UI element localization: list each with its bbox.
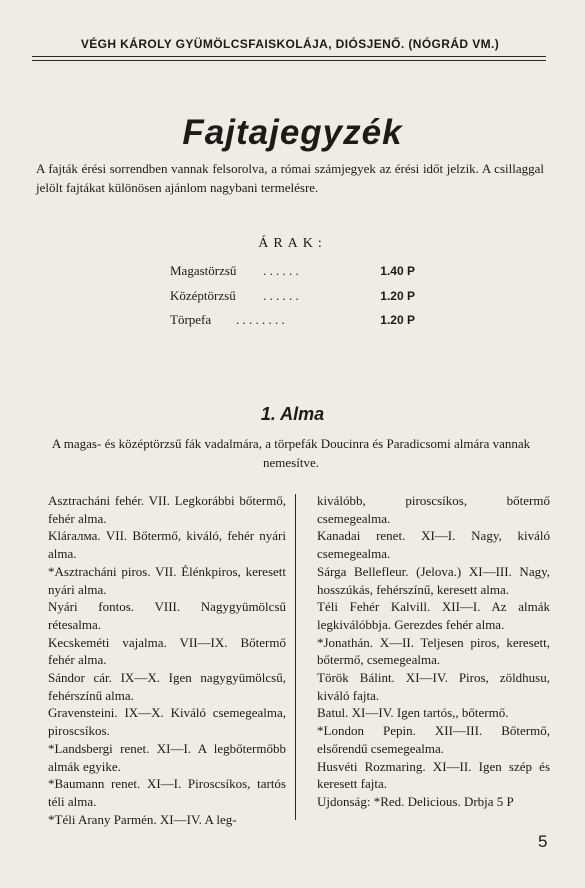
variety-entry: Sándor cár. IX—X. Igen nagygyümölcsű, fehérszínű alma. (48, 670, 286, 703)
variety-entry: *Asztracháni piros. VII. Élénkpiros, keresett nyári alma. (48, 563, 286, 597)
variety-entry: Batul. XI—IV. Igen tartós,, bőtermő. (317, 705, 509, 721)
variety-entry: Asztracháni fehér. VII. Legkorábbi bőtermő, fehér alma. (48, 493, 286, 526)
variety-entry: Nyári fontos. VIII. Nagygyümölcsű rétesalma. (48, 599, 286, 632)
header-rule-thin (32, 60, 546, 61)
variety-entry: Klárалма. VII. Bőtermő, kiváló, fehér nyári alma. (48, 528, 286, 562)
variety-entry: *Landsbergi renet. XI—I. A legbőtermőbb almák egyike. (48, 740, 286, 774)
price-value: 1.20 P (380, 289, 415, 303)
variety-entry: Török Bálint. XI—IV. Piros, zöldhusu, kiváló fajta. (317, 670, 550, 703)
variety-entry: *Jonathán. X—II. Teljesen piros, keresett, bőtermő, csemegealma. (317, 634, 550, 668)
page-title: Fajtajegyzék (182, 113, 403, 152)
price-label: Magastörzsű (170, 263, 237, 278)
header-rule (32, 56, 546, 57)
prices-title: ÁRAK: (258, 236, 327, 251)
price-dots: . . . . . . . . (236, 312, 285, 327)
price-value: 1.20 P (380, 313, 415, 327)
price-value: 1.40 P (380, 264, 415, 278)
variety-entry: Ujdonság: *Red. Delicious. Drbja 5 P (317, 793, 514, 809)
variety-entry: Husvéti Rozmaring. XI—II. Igen szép és keresett fajta. (317, 758, 550, 792)
variety-entry: *Baumann renet. XI—I. Piroscsíkos, tartós téli alma. (48, 776, 286, 809)
variety-entry: *Téli Arany Parmén. XI—IV. A leg- (48, 811, 237, 827)
price-dots: . . . . . . (263, 288, 299, 303)
variety-entry: Sárga Bellefleur. (Jelova.) XI—III. Nagy, hosszúkás, fehérszínű, keresett alma. (317, 563, 550, 597)
right-column (305, 492, 550, 811)
page-number: 5 (538, 832, 548, 851)
column-divider (295, 494, 296, 820)
price-row-kozeptorzsu (170, 287, 420, 305)
left-column (36, 492, 286, 828)
price-row-magastorzsu (170, 262, 420, 280)
price-label: Középtörzsű (170, 288, 236, 303)
section-note: A magas- és középtörzsű fák vadalmára, a törpefák Doucinra és Paradicsomi almára vannak nemesítve. (51, 436, 531, 470)
intro-paragraph: A fajták érési sorrendben vannak felsorolva, a római számjegyek az érési időt jelzik. A csillaggal jelölt fajtákat különösen ajánlom nagybani termelésre. (36, 161, 544, 195)
price-dots: . . . . . . (263, 263, 299, 278)
nursery-header: VÉGH KÁROLY GYÜMÖLCSFAISKOLÁJA, DIÓSJENŐ. (NÓGRÁD VM.) (80, 37, 500, 51)
price-row-torpefa (170, 311, 420, 329)
section-title: 1. Alma (260, 404, 325, 424)
variety-entry: kiválóbb, piroscsíkos, bőtermő csemegealma. (317, 493, 550, 526)
price-label: Törpefa (170, 312, 212, 327)
variety-entry: Kanadai renet. XI—I. Nagy, kiváló csemegealma. (317, 528, 550, 562)
variety-entry: Téli Fehér Kalvill. XII—I. Az almák legkiválóbbja. Gerezdes fehér alma. (317, 599, 550, 632)
variety-entry: Kecskeméti vajalma. VII—IX. Bőtermő fehér alma. (48, 634, 286, 668)
variety-entry: *London Pepin. XII—III. Bőtermő, elsőrendű csemegealma. (317, 723, 550, 756)
variety-entry: Gravensteini. IX—X. Kiváló csemegealma, piroscsíkos. (48, 705, 286, 739)
